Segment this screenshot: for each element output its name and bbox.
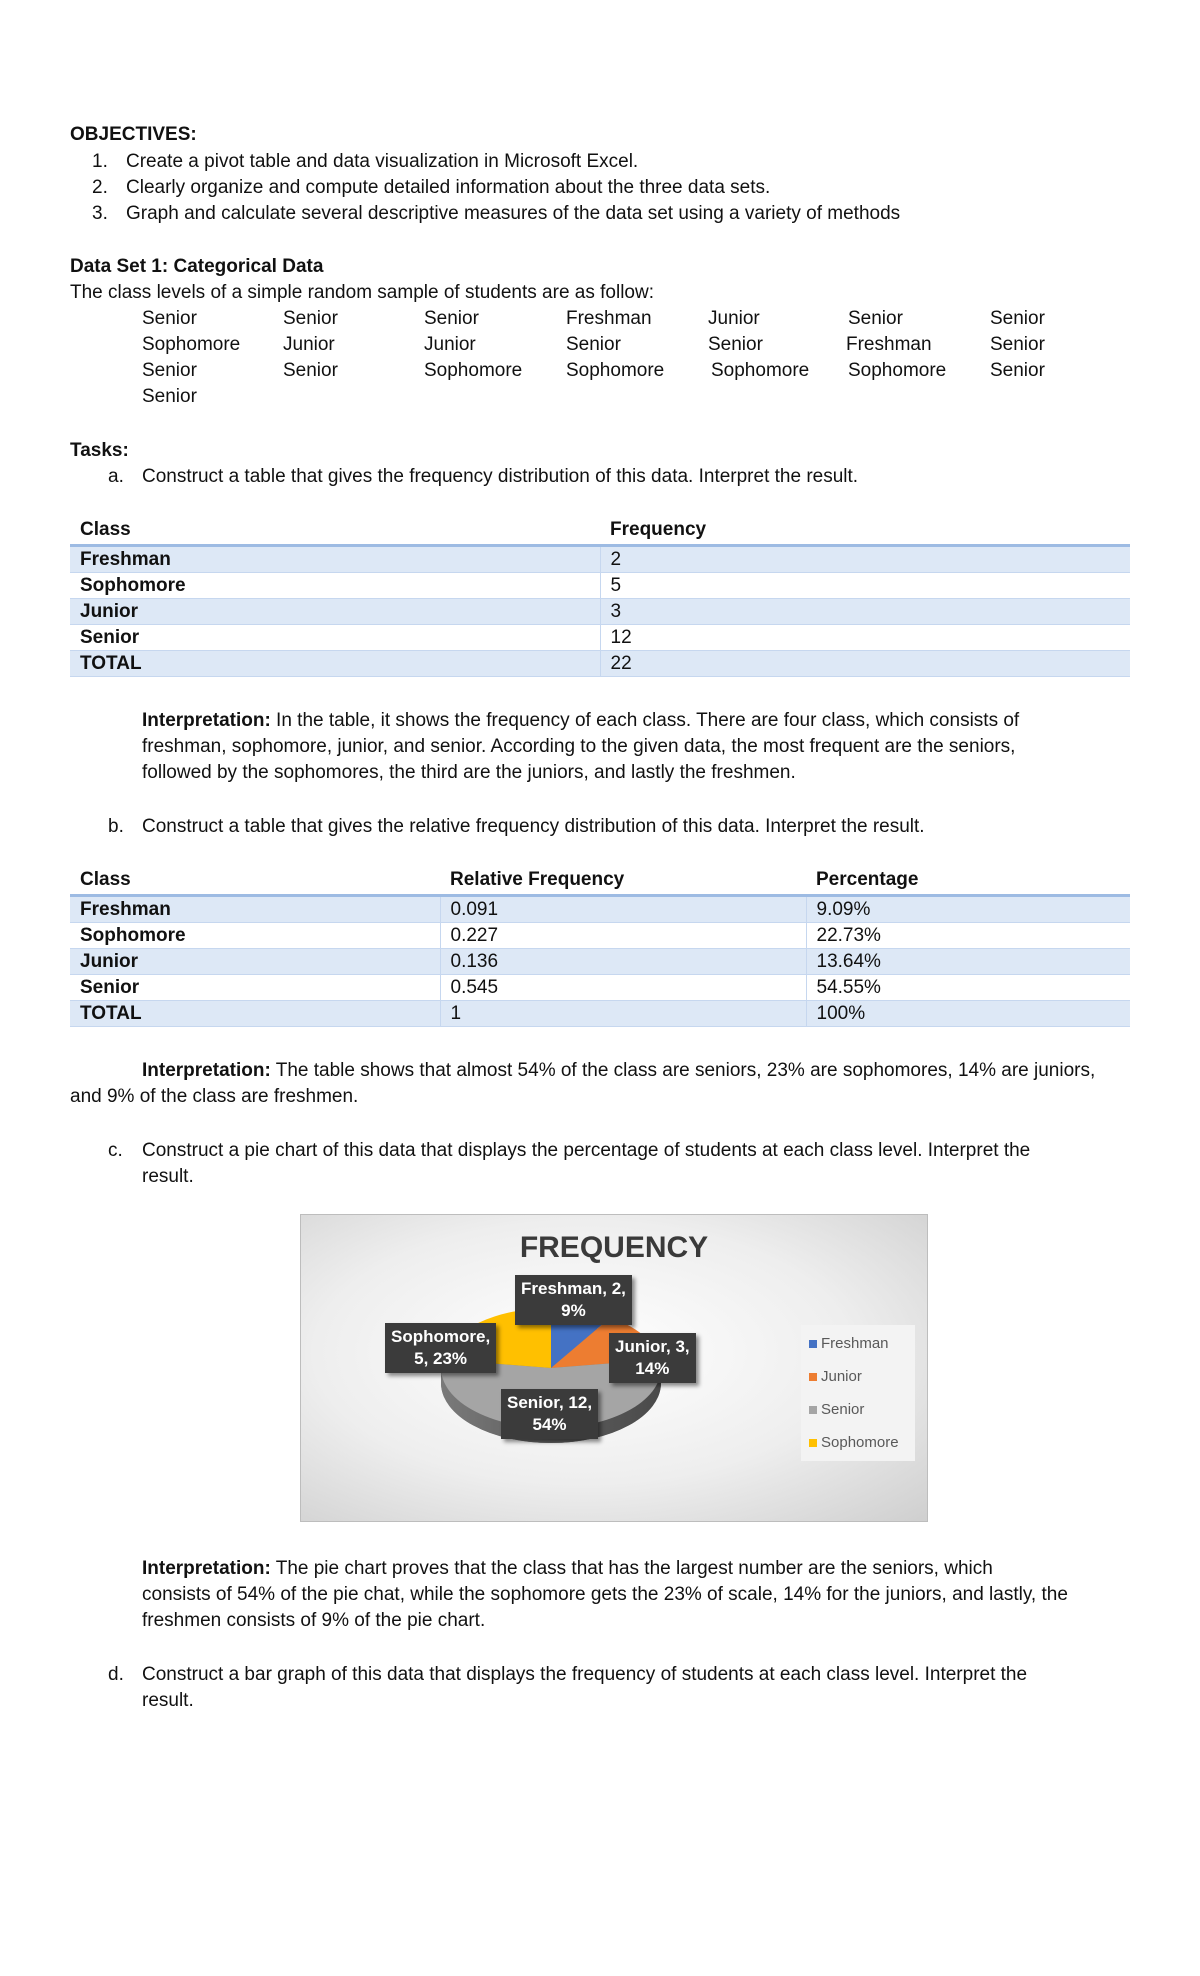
table-row <box>70 625 1130 651</box>
slice-label-senior <box>501 1389 598 1439</box>
data-value: Freshman <box>846 334 932 355</box>
task-c-text: result. <box>142 1166 194 1187</box>
legend-item-sophomore <box>809 1434 899 1452</box>
data-value: Sophomore <box>711 360 810 381</box>
interpretation-text: followed by the sophomores, the third are the juniors, and lastly the freshmen. <box>142 762 796 783</box>
class-cell: Senior <box>70 975 440 1001</box>
data-value: Senior <box>848 308 903 329</box>
data-value: Freshman <box>566 308 652 329</box>
objectives-heading: OBJECTIVES: <box>70 124 197 145</box>
task-d-text: result. <box>142 1690 194 1711</box>
class-cell: TOTAL <box>70 1001 440 1027</box>
dataset-heading: Data Set 1: Categorical Data <box>70 256 324 277</box>
slice-label-junior <box>609 1333 696 1383</box>
table-row <box>70 651 1130 677</box>
chart-title: FREQUENCY <box>519 1231 709 1264</box>
table-row <box>70 1001 1130 1027</box>
slice-label-line: 5, 23% <box>414 1349 468 1368</box>
class-cell: Sophomore <box>70 923 440 949</box>
table-row <box>70 975 1130 1001</box>
frequency-cell: 22 <box>600 651 1130 677</box>
interpretation-text: consists of 54% of the pie chat, while the sophomore gets the 23% of scale, 14% for the juniors, and lastly, the <box>142 1584 1068 1605</box>
objective-text: Create a pivot table and data visualization in Microsoft Excel. <box>126 151 639 172</box>
interpretation-text: freshmen consists of 9% of the pie chart. <box>142 1610 486 1631</box>
data-value: Senior <box>142 360 197 381</box>
legend-item-junior <box>809 1368 862 1386</box>
slice-label-line: Freshman, 2, <box>521 1279 626 1298</box>
relative-frequency-cell: 0.136 <box>440 949 806 975</box>
task-b-text: Construct a table that gives the relative frequency distribution of this data. Interpret the result. <box>142 816 925 837</box>
data-value: Senior <box>990 308 1045 329</box>
interpretation-text: freshman, sophomore, junior, and senior. According to the given data, the most frequent are the seniors, <box>142 736 1016 757</box>
relative-frequency-table <box>70 866 1130 1027</box>
interpretation-label: Interpretation: <box>142 1558 271 1579</box>
data-value: Senior <box>990 334 1045 355</box>
interpretation-2-line2: and 9% of the class are freshmen. <box>70 1086 359 1107</box>
data-value: Sophomore <box>142 334 241 355</box>
class-cell: Junior <box>70 949 440 975</box>
legend-swatch <box>809 1340 817 1348</box>
table-row <box>70 573 1130 599</box>
slice-label-line: 54% <box>532 1415 567 1434</box>
percentage-cell: 13.64% <box>806 949 1130 975</box>
slice-label-line: Junior, 3, <box>615 1337 690 1356</box>
data-value: Sophomore <box>424 360 523 381</box>
interpretation-text: The table shows that almost 54% of the class are seniors, 23% are sophomores, 14% are juniors, <box>270 1060 1096 1081</box>
relative-frequency-cell: 0.545 <box>440 975 806 1001</box>
task-b-letter: b. <box>108 816 124 837</box>
interpretation-1 <box>142 708 1019 786</box>
column-header: Relative Frequency <box>440 866 806 896</box>
percentage-cell: 54.55% <box>806 975 1130 1001</box>
task-d-letter: d. <box>108 1664 124 1685</box>
interpretation-label: Interpretation: <box>142 710 271 731</box>
legend-label: Junior <box>821 1368 862 1385</box>
legend-label: Senior <box>821 1401 865 1418</box>
legend-item-freshman <box>809 1335 889 1353</box>
objective-text: Clearly organize and compute detailed information about the three data sets. <box>126 177 771 198</box>
slice-label-line: Sophomore, <box>391 1327 491 1346</box>
frequency-table <box>70 516 1130 677</box>
data-value: Senior <box>283 308 338 329</box>
class-cell: Junior <box>70 599 600 625</box>
frequency-cell: 5 <box>600 573 1130 599</box>
table-row <box>70 896 1130 923</box>
objective-text: Graph and calculate several descriptive measures of the data set using a variety of methods <box>126 203 901 224</box>
data-value: Senior <box>566 334 621 355</box>
relative-frequency-cell: 0.091 <box>440 896 806 923</box>
legend-swatch <box>809 1406 817 1414</box>
objective-number: 3. <box>92 203 108 224</box>
interpretation-3 <box>142 1556 1068 1634</box>
objective-number: 2. <box>92 177 108 198</box>
data-value: Junior <box>424 334 476 355</box>
slice-label-freshman <box>515 1275 632 1325</box>
legend-label: Freshman <box>821 1335 889 1352</box>
legend-swatch <box>809 1373 817 1381</box>
tasks-heading: Tasks: <box>70 440 129 461</box>
column-header: Percentage <box>806 866 1130 896</box>
task-a-text: Construct a table that gives the frequency distribution of this data. Interpret the result. <box>142 466 859 487</box>
column-header: Class <box>70 516 600 546</box>
task-c-text: Construct a pie chart of this data that displays the percentage of students at each class level. Interpret the <box>142 1140 1031 1161</box>
interpretation-2-line1 <box>142 1058 1095 1084</box>
slice-label-line: Senior, 12, <box>507 1393 593 1412</box>
objective-number: 1. <box>92 151 108 172</box>
relative-frequency-cell: 1 <box>440 1001 806 1027</box>
chart-legend <box>801 1325 915 1461</box>
task-a-letter: a. <box>108 466 124 487</box>
data-value: Sophomore <box>566 360 665 381</box>
relative-frequency-cell: 0.227 <box>440 923 806 949</box>
frequency-cell: 12 <box>600 625 1130 651</box>
table-row <box>70 546 1130 573</box>
legend-item-senior <box>809 1401 864 1419</box>
dataset-intro: The class levels of a simple random sample of students are as follow: <box>70 282 654 303</box>
data-value: Senior <box>283 360 338 381</box>
data-value: Sophomore <box>848 360 947 381</box>
data-value: Junior <box>708 308 760 329</box>
data-value: Senior <box>708 334 763 355</box>
percentage-cell: 22.73% <box>806 923 1130 949</box>
objective-item <box>92 175 770 201</box>
data-value: Junior <box>283 334 335 355</box>
column-header: Class <box>70 866 440 896</box>
table-header-row <box>70 516 1130 546</box>
legend-label: Sophomore <box>821 1434 899 1451</box>
interpretation-label: Interpretation: <box>142 1060 271 1081</box>
interpretation-text: The pie chart proves that the class that has the largest number are the seniors, which <box>270 1558 993 1579</box>
task-c-letter: c. <box>108 1140 123 1161</box>
table-row <box>70 599 1130 625</box>
table-row <box>70 923 1130 949</box>
frequency-cell: 3 <box>600 599 1130 625</box>
data-value: Senior <box>424 308 479 329</box>
column-header: Frequency <box>600 516 1130 546</box>
percentage-cell: 9.09% <box>806 896 1130 923</box>
data-value: Senior <box>990 360 1045 381</box>
slice-label-line: 14% <box>635 1359 670 1378</box>
table-row <box>70 949 1130 975</box>
class-cell: TOTAL <box>70 651 600 677</box>
class-cell: Senior <box>70 625 600 651</box>
table-header-row <box>70 866 1130 896</box>
class-cell: Sophomore <box>70 573 600 599</box>
frequency-cell: 2 <box>600 546 1130 573</box>
slice-label-line: 9% <box>561 1301 586 1320</box>
slice-label-sophomore <box>385 1323 496 1373</box>
legend-swatch <box>809 1439 817 1447</box>
data-value: Senior <box>142 308 197 329</box>
objective-item <box>92 149 638 175</box>
data-value: Senior <box>142 386 197 407</box>
task-d-text: Construct a bar graph of this data that displays the frequency of students at each class level. Interpret the <box>142 1664 1028 1685</box>
class-cell: Freshman <box>70 546 600 573</box>
objective-item <box>92 201 900 227</box>
interpretation-text: In the table, it shows the frequency of each class. There are four class, which consists of <box>270 710 1020 731</box>
pie-chart <box>300 1214 928 1522</box>
class-cell: Freshman <box>70 896 440 923</box>
percentage-cell: 100% <box>806 1001 1130 1027</box>
